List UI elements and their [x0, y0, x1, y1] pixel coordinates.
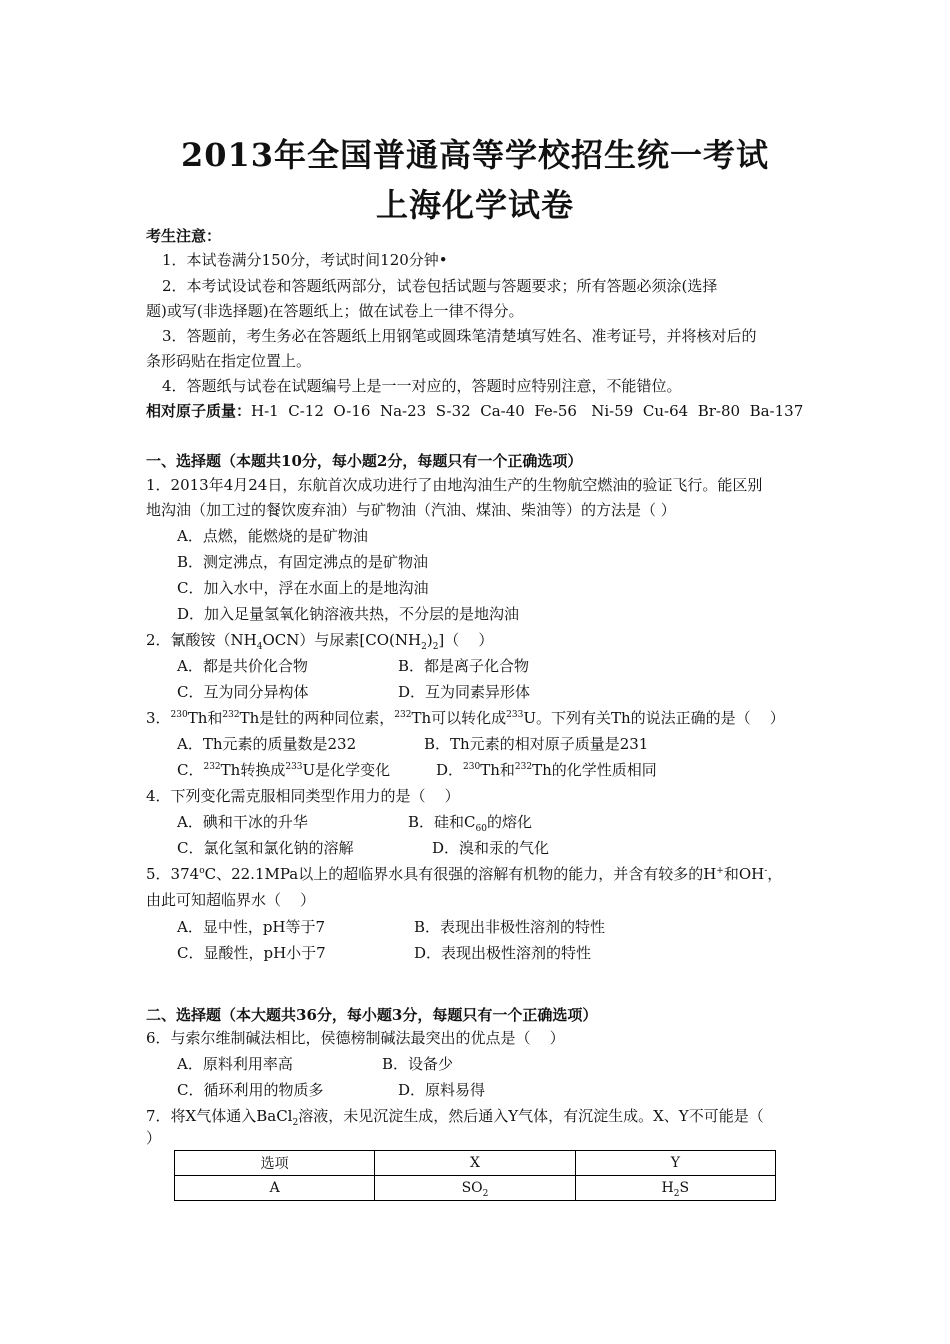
q4-option-c: C．氯化氢和氯化钠的溶解 — [177, 839, 354, 857]
q7-subscript: 2 — [292, 1118, 299, 1128]
notice-heading: 考生注意： — [146, 227, 222, 245]
q3-stem — [146, 708, 785, 728]
q2-stem — [146, 630, 493, 650]
notice-item: 3．答题前，考生务必在答题纸上用钢笔或圆珠笔清楚填写姓名、准考证号，并将核对后的 — [162, 327, 757, 345]
q5-part: 和OH — [723, 865, 765, 883]
exam-title: 2013年全国普通高等学校招生统一考试 — [180, 136, 770, 174]
q3-c-part: Th转换成 — [220, 761, 286, 779]
exam-subtitle: 上海化学试卷 — [375, 186, 574, 224]
table-cell: A — [175, 1176, 375, 1201]
q1-option-b: B．测定沸点，有固定沸点的是矿物油 — [177, 553, 429, 571]
q3-option-c — [177, 760, 390, 780]
q3-d-part: D． — [436, 761, 464, 779]
q5-part: ， — [767, 865, 783, 883]
q2-subscript: 4 — [256, 642, 263, 652]
cell-part: SO — [461, 1180, 483, 1196]
q7-table — [174, 1150, 776, 1201]
q3-sup: 233 — [285, 762, 303, 772]
q2-option-c: C．互为同分异构体 — [177, 683, 309, 701]
q7-part: 溶液，未见沉淀生成，然后通入Y气体，有沉淀生成。X、Y不可能是（ — [298, 1107, 764, 1125]
q3-sup: 233 — [506, 710, 524, 720]
notice-item: 4．答题纸与试卷在试题编号上是一一对应的，答题时应特别注意，不能错位。 — [162, 377, 682, 395]
notice-item: 1．本试卷满分150分，考试时间120分钟• — [162, 251, 448, 269]
q3-sup: 232 — [222, 710, 240, 720]
q3-option-b: B．Th元素的相对原子质量是231 — [424, 735, 649, 753]
q1-option-d: D．加入足量氢氧化钠溶液共热，不分层的是地沟油 — [177, 605, 520, 623]
q6-option-b: B．设备少 — [382, 1055, 454, 1073]
q3-part: Th — [187, 709, 208, 727]
table-header-cell: Y — [575, 1151, 775, 1176]
q5-option-d: D．表现出极性溶剂的特性 — [414, 944, 592, 962]
table-header-cell: 选项 — [175, 1151, 375, 1176]
q3-part: 3． — [146, 709, 171, 727]
q6-option-d: D．原料易得 — [398, 1081, 486, 1099]
notice-item: 2．本考试设试卷和答题纸两部分，试卷包括试题与答题要求；所有答题必须涂(选择 — [162, 277, 718, 295]
q4-option-b — [408, 812, 532, 832]
table-header-row — [175, 1151, 776, 1176]
q5-sup: + — [716, 866, 724, 876]
q3-d-part: Th和 — [480, 761, 515, 779]
notice-item: 题)或写(非选择题)在答题纸上；做在试卷上一律不得分。 — [146, 302, 524, 320]
q4-b-part: B．硅和C — [408, 813, 476, 831]
q5-option-b: B．表现出非极性溶剂的特性 — [414, 918, 606, 936]
notice-item: 条形码贴在指定位置上。 — [146, 352, 312, 370]
q5-option-c: C．显酸性，pH小于7 — [177, 944, 326, 962]
q3-option-a: A．Th元素的质量数是232 — [177, 735, 357, 753]
q3-option-d — [436, 760, 657, 780]
q4-option-a: A．碘和干冰的升华 — [177, 813, 308, 831]
q3-sup: 230 — [170, 710, 188, 720]
q7-part: 7．将X气体通入BaCl — [146, 1107, 293, 1125]
q3-c-part: U是化学变化 — [302, 761, 391, 779]
atomic-mass-label: 相对原子质量： — [146, 402, 252, 420]
q1-option-c: C．加入水中，浮在水面上的是地沟油 — [177, 579, 429, 597]
cell-subscript: 2 — [482, 1188, 489, 1199]
q3-c-part: C． — [177, 761, 204, 779]
q2-stem-part: OCN）与尿素[CO(NH — [262, 631, 422, 649]
q4-option-d: D．溴和汞的气化 — [432, 839, 550, 857]
table-row — [175, 1176, 776, 1201]
q3-part: U。下列有关Th的说法正确的是（ ） — [523, 709, 785, 727]
section2-heading: 二、选择题（本大题共36分，每小题3分，每题只有一个正确选项） — [146, 1006, 598, 1024]
q4-b-part: 的熔化 — [486, 813, 532, 831]
atomic-mass-line — [146, 401, 803, 421]
q7-stem — [146, 1106, 764, 1126]
q3-sup: 232 — [514, 762, 533, 772]
cell-subscript: 2 — [673, 1188, 680, 1199]
q2-stem-part: 2．氰酸铵（NH — [146, 631, 257, 649]
q2-option-d: D．互为同素异形体 — [398, 683, 531, 701]
q2-option-a: A．都是共价化合物 — [177, 657, 308, 675]
cell-part: H — [661, 1180, 674, 1196]
q3-part: Th可以转化成 — [411, 709, 507, 727]
q5-sup: o — [199, 866, 205, 876]
q5-sup: - — [764, 866, 768, 876]
q2-stem-part: ]（ ） — [438, 631, 494, 649]
q3-d-part: Th的化学性质相同 — [532, 761, 657, 779]
q3-sup: 232 — [394, 710, 412, 720]
q5-stem: 由此可知超临界水（ ） — [146, 891, 316, 909]
q2-option-b: B．都是离子化合物 — [398, 657, 530, 675]
q4-stem: 4．下列变化需克服相同类型作用力的是（ ） — [146, 787, 460, 805]
q5-part: C、22.1MPa以上的超临界水具有很强的溶解有机物的能力，并含有较多的H — [204, 865, 717, 883]
q3-part: Th是钍的两种同位素， — [239, 709, 395, 727]
q1-stem: 1．2013年4月24日，东航首次成功进行了由地沟油生产的生物航空燃油的验证飞行。能区别 — [146, 476, 763, 494]
q5-option-a: A．显中性，pH等于7 — [177, 918, 326, 936]
q5-part: 5．374 — [146, 865, 200, 883]
q3-sup: 230 — [463, 762, 481, 772]
q3-sup: 232 — [203, 762, 221, 772]
q1-option-a: A．点燃，能燃烧的是矿物油 — [177, 527, 368, 545]
q6-stem: 6．与索尔维制碱法相比，侯德榜制碱法最突出的优点是（ ） — [146, 1029, 565, 1047]
table-header-cell: X — [375, 1151, 575, 1176]
q4-subscript: 60 — [475, 824, 487, 834]
q3-part: 和 — [207, 709, 223, 727]
q2-stem-part: ) — [426, 631, 433, 649]
table-cell — [375, 1176, 575, 1201]
q6-option-c: C．循环利用的物质多 — [177, 1081, 324, 1099]
cell-part: S — [679, 1180, 690, 1196]
atomic-mass-values: H-1 C-12 O-16 Na-23 S-32 Ca-40 Fe-56 Ni-59 Cu-64 Br-80 Ba-137 — [251, 402, 804, 420]
q2-subscript: 2 — [421, 642, 427, 652]
q1-stem: 地沟油（加工过的餐饮废弃油）与矿物油（汽油、煤油、柴油等）的方法是（ ） — [146, 501, 676, 519]
table-cell — [575, 1176, 775, 1201]
q6-option-a: A．原料利用率高 — [177, 1055, 293, 1073]
q5-stem — [146, 864, 782, 884]
section1-heading: 一、选择题（本题共10分，每小题2分，每题只有一个正确选项） — [146, 452, 583, 470]
q7-stem: ） — [146, 1129, 162, 1147]
q2-subscript: 2 — [432, 642, 439, 652]
